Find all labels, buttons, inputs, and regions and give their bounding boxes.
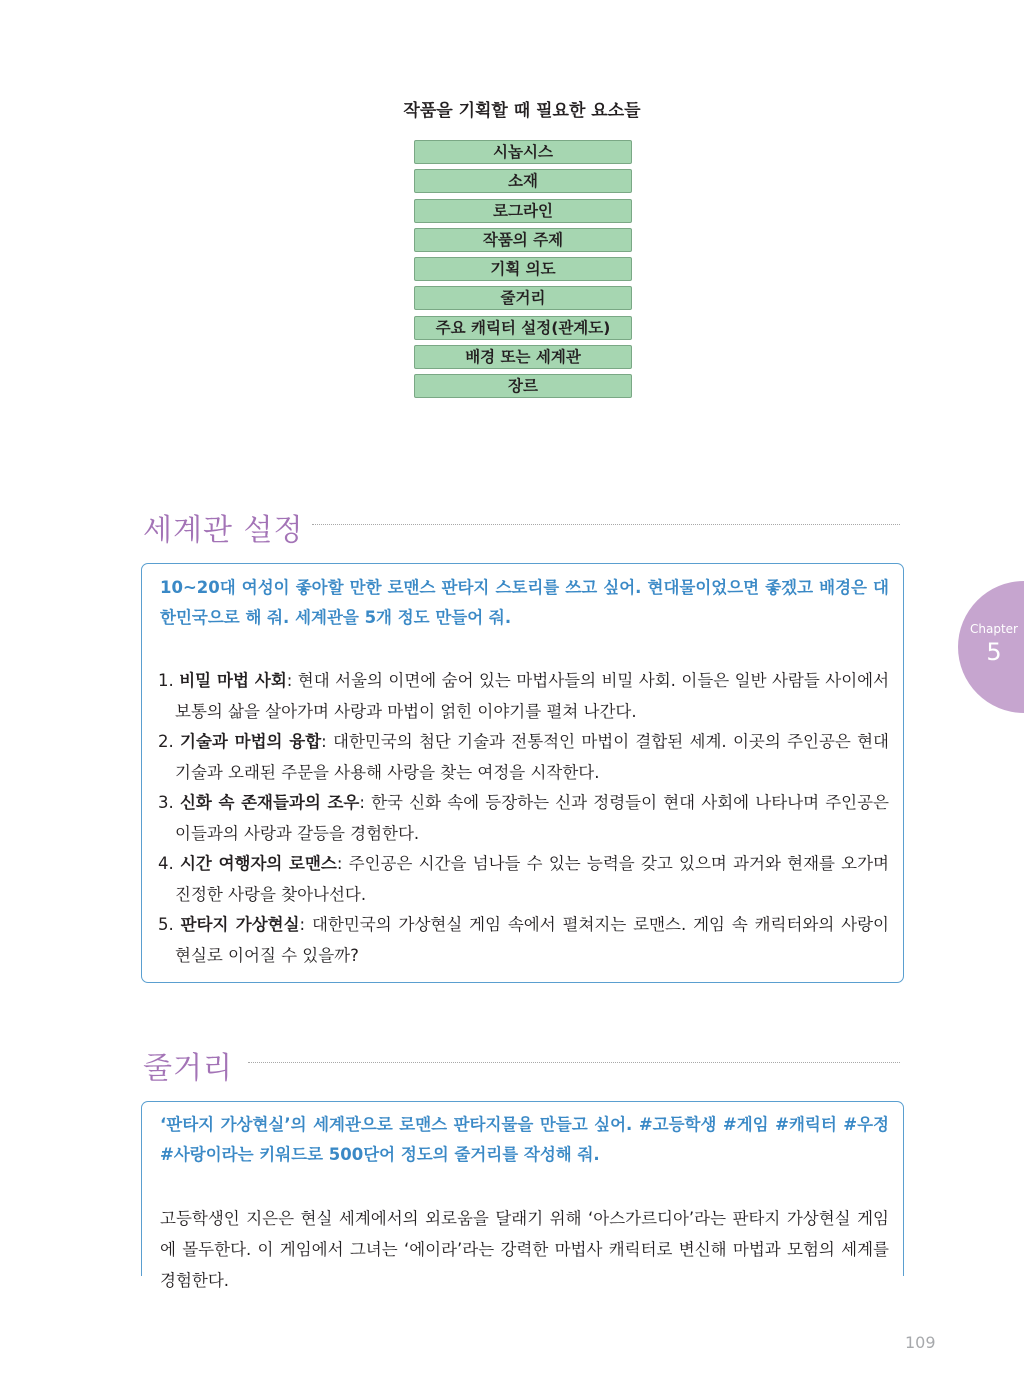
diagram-title: 작품을 기획할 때 필요한 요소들 (403, 101, 641, 121)
heading-divider (248, 1062, 900, 1063)
page-number: 109 (905, 1333, 936, 1352)
item-number: 5. (158, 915, 174, 934)
item-number: 2. (158, 732, 174, 751)
item-body: : 현대 서울의 이면에 숨어 있는 마법사들의 비밀 사회. 이들은 일반 사람들 사이에서 보통의 삶을 살아가며 사랑과 마법이 얽힌 이야기를 펼쳐 나간다. (175, 671, 890, 721)
heading-divider (312, 524, 900, 525)
item-title: 판타지 가상현실 (180, 915, 300, 934)
list-item (158, 849, 889, 910)
prompt-text: ‘판타지 가상현실’의 세계관으로 로맨스 판타지물을 만들고 싶어. #고등학생 #게임 #캐릭터 #우정 #사랑이라는 키워드로 500단어 정도의 줄거리를 작성해 줘. (160, 1115, 889, 1164)
item-title: 비밀 마법 사회 (179, 671, 287, 690)
planning-elements-list (414, 140, 632, 404)
item-number: 4. (158, 854, 174, 873)
section-heading-worldview: 세계관 설정 (143, 513, 304, 548)
element-box: 배경 또는 세계관 (414, 345, 632, 369)
element-box: 작품의 주제 (414, 228, 632, 252)
worldview-prompt-box (141, 563, 904, 983)
element-box: 시놉시스 (414, 140, 632, 164)
list-item (158, 910, 889, 971)
chapter-label: Chapter (970, 622, 1018, 636)
item-title: 기술과 마법의 융합 (180, 732, 322, 751)
element-box: 주요 캐릭터 설정(관계도) (414, 316, 632, 340)
item-title: 신화 속 존재들과의 조우 (179, 793, 360, 812)
item-body: : 대한민국의 가상현실 게임 속에서 펼쳐지는 로맨스. 게임 속 캐릭터와의 사랑이 현실로 이어질 수 있을까? (175, 915, 889, 965)
item-body: : 한국 신화 속에 등장하는 신과 정령들이 현대 사회에 나타나며 주인공은 이들과의 사랑과 갈등을 경험한다. (175, 793, 889, 843)
plot-prompt-box (141, 1101, 904, 1290)
plot-answer-text: 고등학생인 지은은 현실 세계에서의 외로움을 달래기 위해 ‘아스가르디아’라는 판타지 가상현실 게임에 몰두한다. 이 게임에서 그녀는 ‘에이라’라는 강력한 마법사 캐릭터로 변신해 마법과 모험의 세계를 경험한다. (160, 1209, 889, 1290)
element-box: 로그라인 (414, 199, 632, 223)
element-box: 줄거리 (414, 286, 632, 310)
element-box: 기획 의도 (414, 257, 632, 281)
list-item (158, 727, 889, 788)
chapter-number: 5 (986, 638, 1002, 666)
worldview-answer-list (158, 666, 889, 971)
section-heading-plot: 줄거리 (143, 1051, 233, 1086)
list-item (158, 788, 889, 849)
prompt-text: 10~20대 여성이 좋아할 만한 로맨스 판타지 스토리를 쓰고 싶어. 현대물이었으면 좋겠고 배경은 대한민국으로 해 줘. 세계관을 5개 정도 만들어 줘. (160, 578, 889, 627)
element-box: 소재 (414, 169, 632, 193)
item-number: 1. (158, 671, 174, 690)
element-box: 장르 (414, 374, 632, 398)
item-body: : 주인공은 시간을 넘나들 수 있는 능력을 갖고 있으며 과거와 현재를 오가며 진정한 사랑을 찾아나선다. (175, 854, 889, 904)
item-title: 시간 여행자의 로맨스 (179, 854, 337, 873)
item-number: 3. (158, 793, 174, 812)
list-item (158, 666, 889, 727)
item-body: : 대한민국의 첨단 기술과 전통적인 마법이 결합된 세계. 이곳의 주인공은 현대 기술과 오래된 주문을 사용해 사랑을 찾는 여정을 시작한다. (175, 732, 889, 782)
